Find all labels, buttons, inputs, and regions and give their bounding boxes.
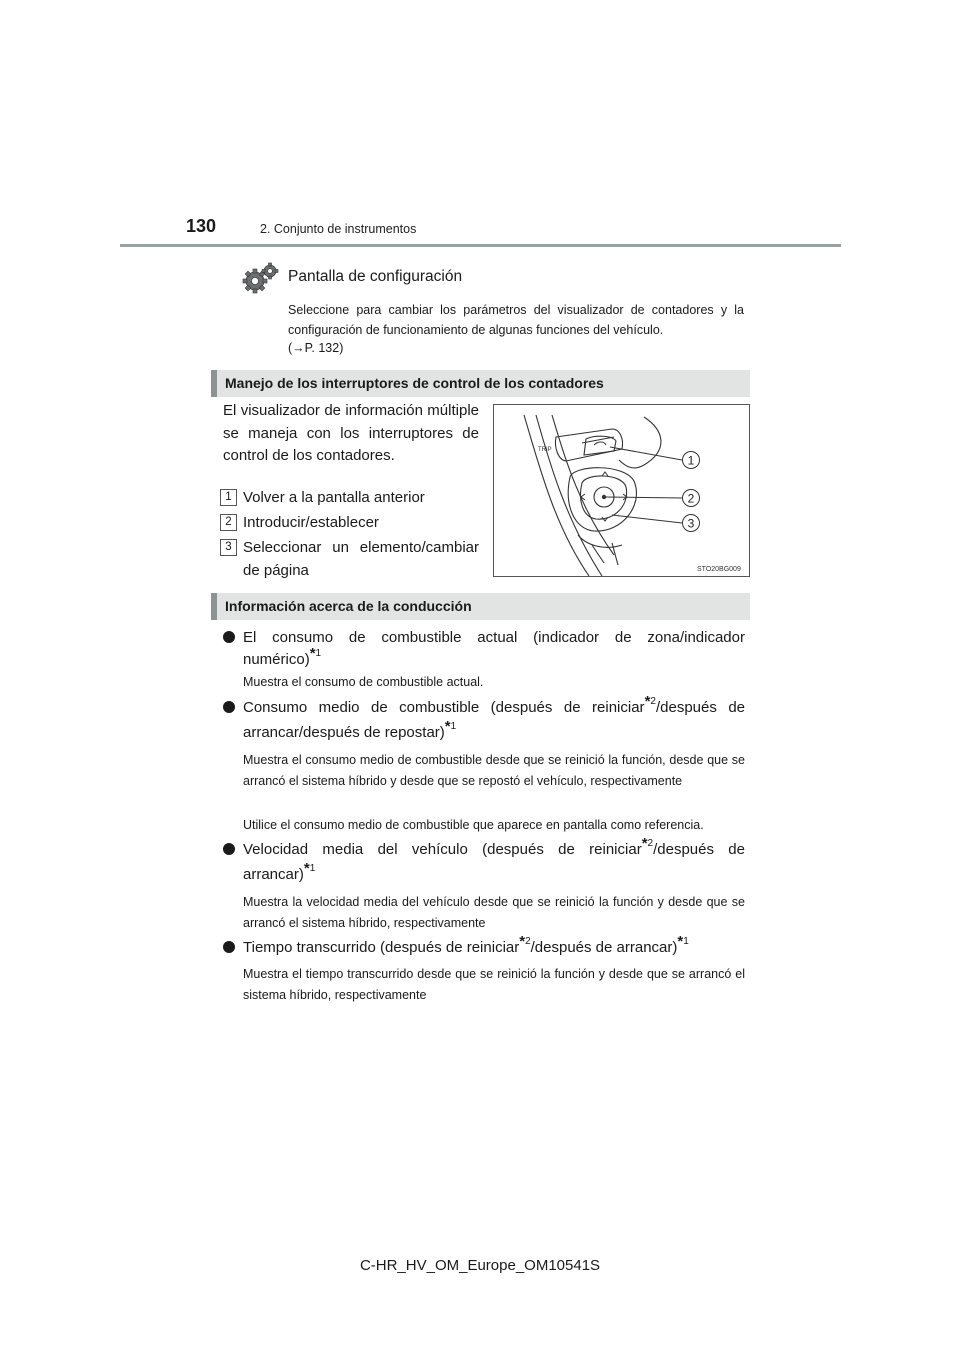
- header-divider: [120, 244, 841, 247]
- callout-3: 3: [687, 516, 695, 531]
- item-label: Volver a la pantalla anterior: [243, 489, 425, 506]
- settings-description: Seleccione para cambiar los parámetros del visualizador de contadores y la configuración de funcionamiento de algunas funciones del vehículo.: [288, 303, 744, 337]
- section-header-controls: [211, 370, 750, 397]
- arrow-right-icon: →: [292, 341, 305, 355]
- bullet-description: Utilice el consumo medio de combustible que aparece en pantalla como referencia.: [243, 818, 704, 832]
- bullet-description: Muestra la velocidad media del vehículo desde que se reinició la función y desde que se arrancó el sistema híbrido, respectivamente: [243, 895, 745, 930]
- callout-2: 2: [687, 491, 695, 506]
- bullet-icon: [223, 843, 235, 855]
- bullet-line: Velocidad media del vehículo (después de reiniciar$^{*2}$/después de: [243, 835, 745, 858]
- bullet-line: El consumo de combustible actual (indicador de zona/indicador: [243, 629, 745, 646]
- bullet-line: arrancar/después de repostar)$^{*1}$: [243, 718, 457, 741]
- list-item: [223, 626, 745, 672]
- bullet-line: Tiempo transcurrido (después de reiniciar$^{*2}$/después de arrancar)$^{*1}$: [243, 933, 689, 956]
- item-number-badge: 2: [220, 514, 237, 531]
- item-number-badge: 1: [220, 489, 237, 506]
- gear-icon: [242, 262, 282, 294]
- steering-switch-diagram: [493, 404, 750, 577]
- bullet-description: Muestra el tiempo transcurrido desde que se reinició la función y desde que se arrancó el sistema híbrido, respectivamente: [243, 967, 745, 1002]
- bullet-icon: [223, 701, 235, 713]
- section-title: Manejo de los interruptores de control de los contadores: [225, 375, 604, 391]
- chapter-title: 2. Conjunto de instrumentos: [260, 222, 417, 236]
- bullet-line: Consumo medio de combustible (después de reiniciar$^{*2}$/después de: [243, 693, 746, 716]
- settings-title: Pantalla de configuración: [288, 268, 463, 285]
- bullet-icon: [223, 631, 235, 643]
- bullet-line: numérico)$^{*1}$: [243, 645, 322, 668]
- callout-1: 1: [687, 453, 695, 468]
- page-number: 130: [186, 216, 217, 236]
- section-intro: El visualizador de información múltiple se maneja con los interruptores de control de los contadores.: [223, 402, 479, 464]
- list-item: [223, 933, 745, 962]
- section-title: Información acerca de la conducción: [225, 598, 472, 614]
- bullet-line: arrancar)$^{*1}$: [243, 860, 316, 883]
- bullet-description: Muestra el consumo de combustible actual.: [243, 675, 484, 689]
- reference-text: P. 132): [304, 341, 344, 355]
- item-number-badge: 3: [220, 539, 237, 556]
- bullet-description: Muestra el consumo medio de combustible desde que se reinició la función, desde que se arrancó el sistema híbrido y desde que se repostó el vehículo, respectivamente: [243, 753, 745, 788]
- item-label: Seleccionar un elemento/cambiar de página: [243, 539, 479, 579]
- document-id: C-HR_HV_OM_Europe_OM10541S: [359, 1257, 601, 1274]
- section-header-driving-info: [211, 593, 750, 620]
- reference-open: (: [288, 341, 293, 355]
- diagram-code: STO20BG009: [697, 566, 741, 573]
- list-item: [223, 835, 745, 888]
- trip-label: TRIP: [538, 447, 552, 453]
- page-reference: [288, 341, 343, 355]
- item-label: Introducir/establecer: [243, 514, 379, 531]
- bullet-icon: [223, 941, 235, 953]
- list-item: [223, 693, 746, 746]
